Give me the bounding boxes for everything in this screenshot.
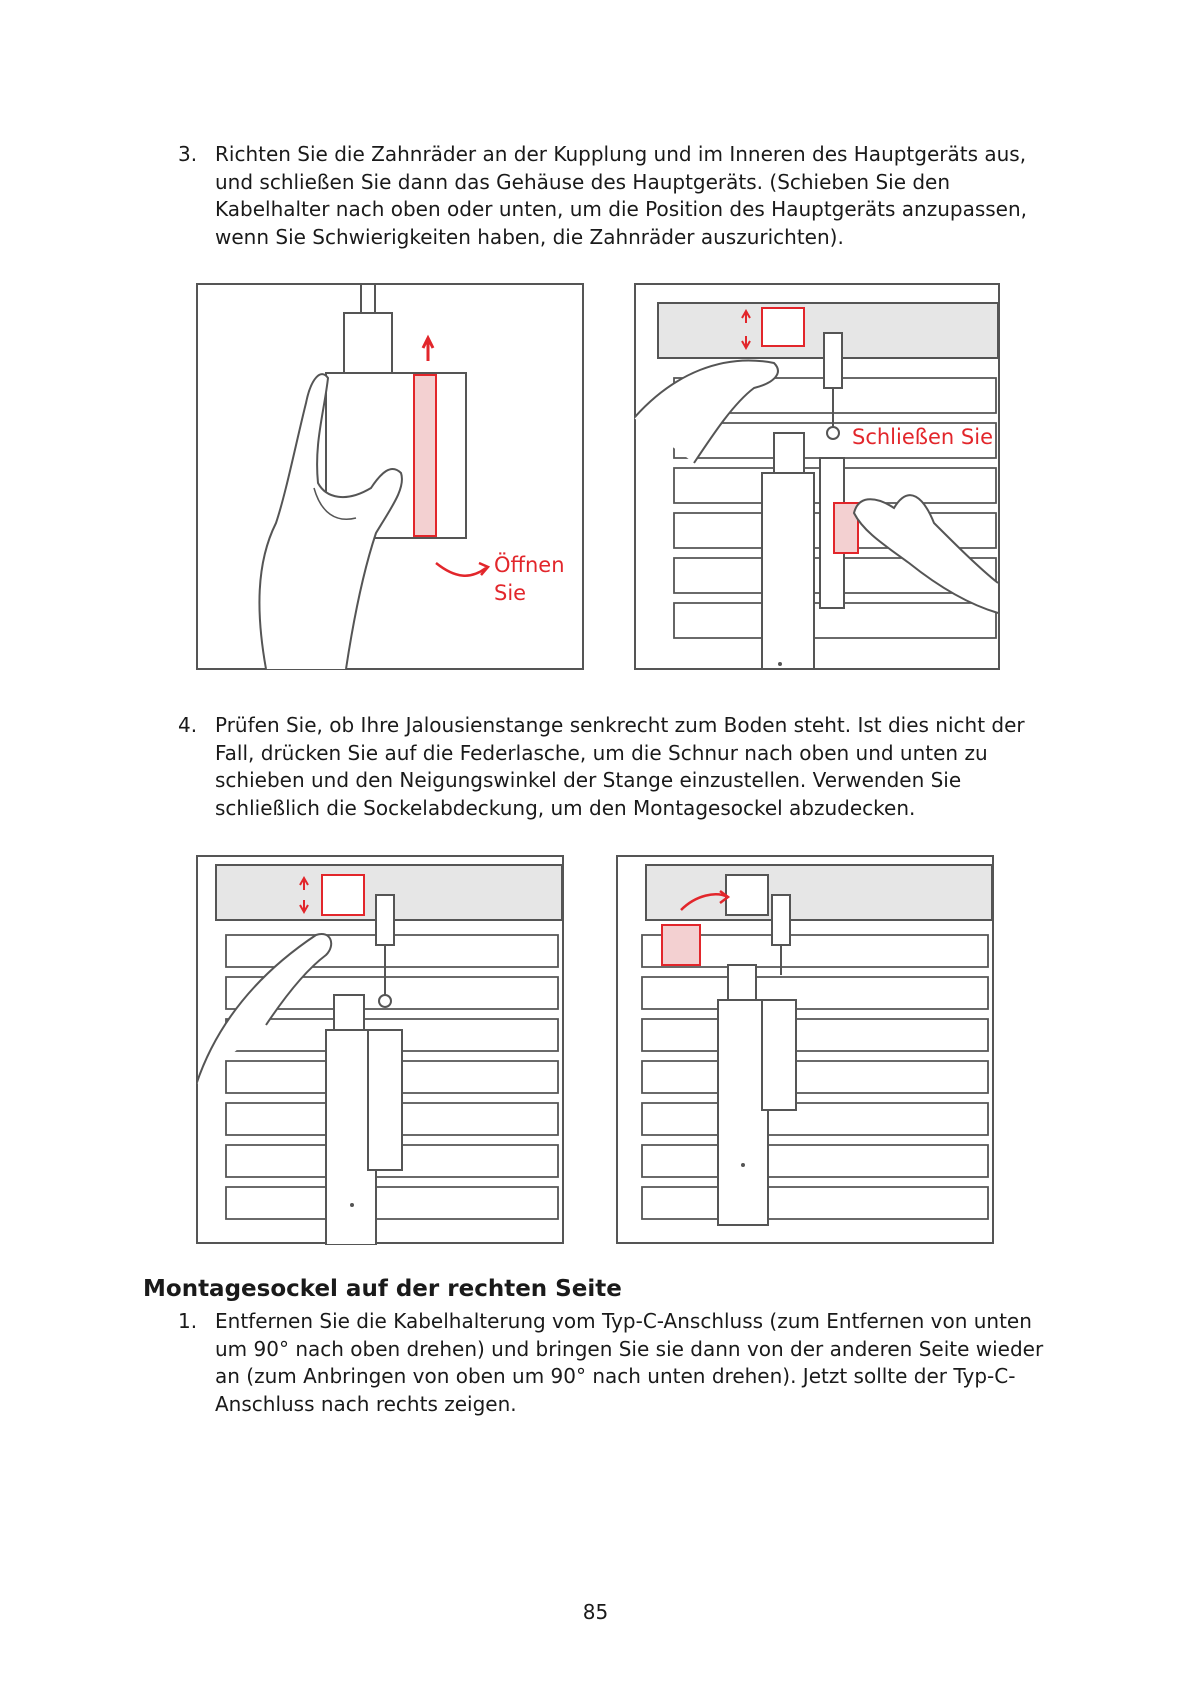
figure-open-housing [196, 283, 586, 671]
figure-cover-base [616, 855, 996, 1245]
step-number: 1. [178, 1309, 198, 1333]
step-text: Prüfen Sie, ob Ihre Jalousienstange senkrecht zum Boden steht. Ist dies nicht der Fall, drücken Sie auf die Federlasche, um die Schnur nach oben und unten zu schieben und den Neigungswinkel der Stange einzustellen. Verwenden Sie schließlich die Sockelabdeckung, um den Montagesockel abzudecken. [215, 713, 1025, 820]
close-label: Schließen Sie [852, 425, 993, 449]
step-text: Richten Sie die Zahnräder an der Kupplung und im Inneren des Hauptgeräts aus, und schließen Sie dann das Gehäuse des Hauptgeräts. (Schieben Sie den Kabelhalter nach oben oder unten, um die Position des Hauptgeräts anzupassen, wenn Sie Schwierigkeiten haben, die Zahnräder auszurichten). [215, 142, 1028, 249]
figure-close-housing [634, 283, 1002, 671]
open-housing-illustration [196, 283, 586, 671]
close-housing-illustration [634, 283, 1002, 671]
step-number: 3. [178, 142, 198, 166]
step-number: 4. [178, 713, 198, 737]
open-label-line2: Sie [494, 581, 527, 605]
section-heading: Montagesockel auf der rechten Seite [143, 1276, 622, 1302]
page-number: 85 [582, 1600, 609, 1624]
step-text: Entfernen Sie die Kabelhalterung vom Typ-C-Anschluss (zum Entfernen von unten um 90° nach oben drehen) und bringen Sie sie dann von der anderen Seite wieder an (zum Anbringen von oben um 90° nach unten drehen). Jetzt sollte der Typ-C-Anschluss nach rechts zeigen. [215, 1309, 1044, 1416]
adjust-cord-illustration [196, 855, 566, 1245]
open-label-line1: Öffnen [494, 553, 565, 577]
cover-base-illustration [616, 855, 996, 1245]
figure-adjust-cord [196, 855, 566, 1245]
